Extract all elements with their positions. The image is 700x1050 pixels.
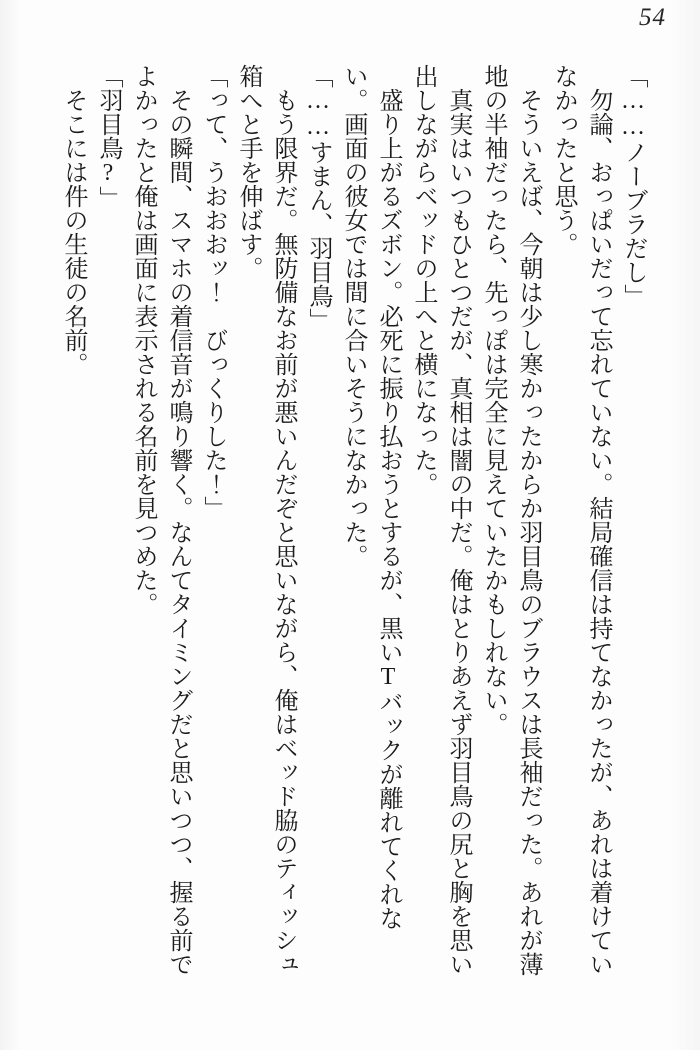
page-text bbox=[53, 64, 650, 977]
paragraph: そこには件の生徒の名前。 bbox=[60, 64, 86, 376]
dialogue-line: 「……すまん、羽目鳥」 bbox=[305, 64, 331, 332]
dialogue-line: 「羽目鳥?」 bbox=[95, 64, 121, 210]
paragraph: 盛り上がるズボン。必死に振り払おうとするが、黒いTバックが離れてくれない。画面の彼女では間に合いそうになかった。 bbox=[340, 64, 401, 930]
dialogue-line: 「……ノーブラだし」 bbox=[620, 64, 646, 308]
paragraph: もう限界だ。無防備なお前が悪いんだぞと思いながら、俺はベッド脇のティッシュ箱へと手を伸ばす。 bbox=[235, 64, 296, 976]
paragraph: 真実はいつもひとつだが、真相は闇の中だ。俺はとりあえず羽目鳥の尻と胸を思い出しながらベッドの上へと横になった。 bbox=[410, 64, 471, 976]
dialogue-line: 「って、うおおおッ！ びっくりした！」 bbox=[200, 64, 226, 520]
paragraph: その瞬間、スマホの着信音が鳴り響く。なんてタイミングだと思いつつ、握る前でよかったと俺は画面に表示される名前を見つめた。 bbox=[130, 64, 191, 976]
paragraph: そういえば、今朝は少し寒かったからか羽目鳥のブラウスは長袖だった。あれが薄地の半袖だったら、先っぽは完全に見えていたかもしれない。 bbox=[480, 64, 541, 976]
paragraph: 勿論、おっぱいだって忘れていない。結局確信は持てなかったが、あれは着けていなかったと思う。 bbox=[550, 64, 611, 976]
page-number: 54 bbox=[639, 4, 666, 31]
